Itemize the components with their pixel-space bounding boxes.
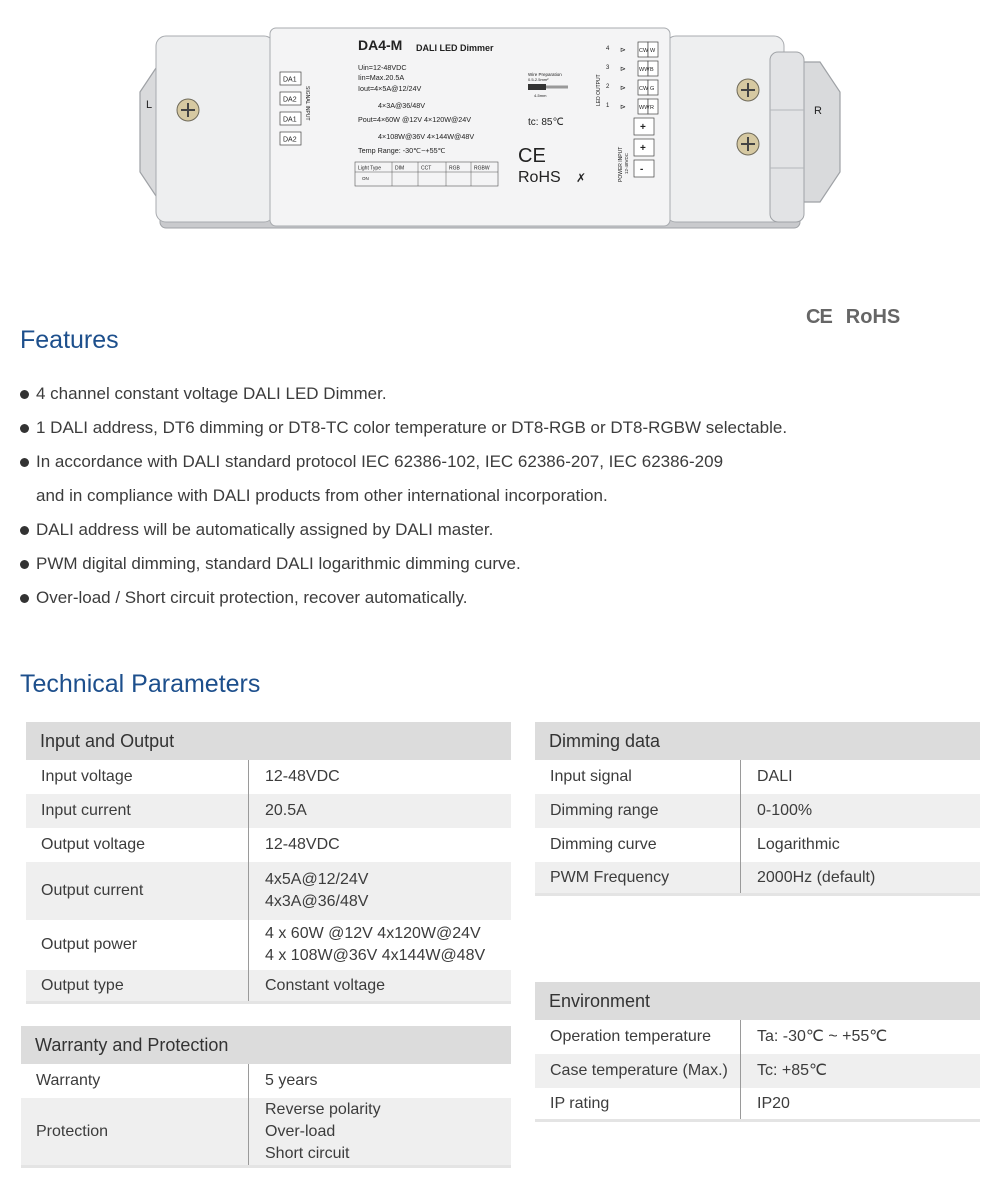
channel-color-label: B [650, 67, 654, 73]
table-row [26, 828, 511, 862]
channel-color-label: G [650, 86, 655, 92]
parameter-value-line: Over-load [265, 1122, 336, 1140]
device-model-label: DA4-M [358, 37, 403, 53]
screw-right-top-icon [737, 79, 759, 101]
table-row [26, 794, 511, 828]
certification-marks [806, 302, 900, 332]
power-input-label: POWER INPUT [618, 146, 624, 182]
feature-item [20, 582, 980, 614]
parameter-value [249, 760, 340, 794]
product-image [130, 22, 850, 252]
wire-size-label: 0.5-2.5mm² [528, 77, 549, 82]
channel-number: 2 [606, 84, 610, 90]
feature-item [20, 412, 980, 444]
parameter-label: PWM Frequency [535, 862, 741, 893]
light-type-header: DIM [395, 165, 405, 172]
table-row [21, 1064, 511, 1098]
rohs-mark: RoHS [845, 305, 901, 328]
dimmer-device-illustration [130, 22, 850, 252]
power-terminal-sign: + [640, 122, 646, 133]
parameter-label: Dimming range [535, 794, 741, 828]
feature-text: 1 DALI address, DT6 dimming or DT8-TC color temperature or DT8-RGB or DT8-RGBW selectable. [36, 418, 788, 437]
parameter-label: Input current [26, 794, 249, 828]
parameter-label: Protection [21, 1098, 249, 1165]
parameter-value-line: Reverse polarity [265, 1100, 381, 1118]
dimming-data-table [535, 722, 980, 896]
channel-number: 1 [606, 103, 610, 109]
feature-item [20, 446, 980, 478]
device-spec-line: 4×3A@36/48V [378, 101, 426, 110]
channel-color-label: CW [639, 86, 649, 92]
table-row [26, 920, 511, 970]
parameter-value-line: 12-48VDC [265, 836, 340, 853]
table-row [535, 794, 980, 828]
parameter-value [249, 794, 307, 828]
table-row [535, 1020, 980, 1054]
led-symbol-icon: ⊳ [620, 85, 626, 92]
dip-switch-on-label: ON [362, 176, 369, 181]
device-spec-line: Iout=4×5A@12/24V [358, 84, 422, 93]
parameter-label: Dimming curve [535, 828, 741, 862]
feature-text: In accordance with DALI standard protocol IEC 62386-102, IEC 62386-207, IEC 62386-209 [36, 452, 724, 471]
parameter-value [741, 1020, 887, 1054]
parameter-label: Input signal [535, 760, 741, 794]
parameter-label: Output current [26, 862, 249, 920]
channel-color-label: W [650, 48, 656, 54]
table-header: Input and Output [26, 722, 511, 760]
parameter-label: Operation temperature [535, 1020, 741, 1054]
light-type-header: CCT [421, 165, 432, 172]
table-row [26, 970, 511, 1004]
parameter-value-line: 12-48VDC [265, 768, 340, 785]
wire-prep-label: Wire Preparation [528, 72, 562, 77]
device-spec-line: Pout=4×60W @12V 4×120W@24V [358, 115, 472, 124]
bullet-icon [20, 526, 29, 535]
bullet-icon [20, 458, 29, 467]
led-output-label: LED OUTPUT [596, 74, 602, 106]
parameter-value-line: Ta: -30℃ ~ +55℃ [757, 1028, 888, 1045]
bullet-icon [20, 560, 29, 569]
table-header: Environment [535, 982, 980, 1020]
parameter-value-line: IP20 [757, 1094, 790, 1112]
table-header: Dimming data [535, 722, 980, 760]
channel-color-label: CW [639, 48, 649, 54]
parameter-value [741, 1088, 790, 1119]
channel-color-label: WW [639, 67, 650, 73]
parameter-value-line: 0-100% [757, 802, 813, 819]
parameter-value-line: 5 years [265, 1072, 318, 1089]
parameter-value [249, 1098, 381, 1165]
device-rohs-mark: RoHS [518, 169, 561, 186]
signal-input-name: DA2 [283, 136, 297, 144]
table-row [535, 1088, 980, 1122]
table-row [535, 1054, 980, 1088]
device-ce-mark: CE [518, 145, 546, 167]
device-spec-line: Temp Range: -30℃~+55℃ [358, 146, 446, 155]
feature-text: and in compliance with DALI products from other international incorporation. [36, 486, 608, 505]
light-type-header: RGB [449, 165, 460, 172]
parameter-value [741, 760, 793, 794]
power-input-voltage: 12-48VDC [624, 152, 629, 174]
bullet-icon [20, 390, 29, 399]
parameter-label: Output voltage [26, 828, 249, 862]
parameter-value [741, 794, 812, 828]
table-row [26, 760, 511, 794]
signal-input-name: DA1 [283, 76, 297, 84]
left-mark: L [146, 99, 153, 111]
table-row [535, 862, 980, 896]
parameter-value-line: DALI [757, 768, 793, 785]
environment-table [535, 982, 980, 1122]
case-temp-label: tc: 85℃ [528, 117, 564, 128]
parameter-value [249, 920, 485, 970]
parameter-value-line: 2000Hz (default) [757, 868, 876, 886]
feature-item [20, 480, 980, 512]
svg-text:✗: ✗ [576, 171, 587, 185]
feature-text: DALI address will be automatically assigned by DALI master. [36, 520, 494, 539]
feature-text: 4 channel constant voltage DALI LED Dimmer. [36, 384, 387, 403]
device-spec-line: Uin=12-48VDC [358, 63, 407, 72]
parameter-value [249, 970, 385, 1001]
channel-color-label: R [650, 105, 654, 111]
parameter-value-line: 20.5A [265, 802, 307, 819]
led-symbol-icon: ⊳ [620, 66, 626, 73]
parameter-label: Input voltage [26, 760, 249, 794]
parameter-label: Warranty [21, 1064, 249, 1098]
parameter-value-line: Constant voltage [265, 976, 386, 994]
strip-length-label: 4-5mm [534, 93, 547, 98]
channel-number: 4 [606, 46, 610, 52]
table-row [535, 760, 980, 794]
input-output-table [26, 722, 511, 1004]
screw-right-bottom-icon [737, 133, 759, 155]
power-terminal-sign: + [640, 143, 646, 154]
feature-text: PWM digital dimming, standard DALI logarithmic dimming curve. [36, 554, 521, 573]
parameter-value [249, 1064, 317, 1098]
signal-input-name: DA2 [283, 96, 297, 104]
table-row [535, 828, 980, 862]
parameter-value [249, 862, 368, 920]
parameter-value-line: Logarithmic [757, 836, 840, 853]
parameter-value-line: 4x5A@12/24V [265, 871, 369, 888]
light-type-header: Light Type [358, 165, 381, 172]
parameter-value [249, 828, 340, 862]
parameter-value-line: 4 x 60W @12V 4x120W@24V [265, 925, 481, 942]
parameter-value [741, 828, 840, 862]
signal-input-label: SIGNAL INPUT [304, 86, 310, 121]
screw-left-icon [177, 99, 199, 121]
parameter-label: Output type [26, 970, 249, 1001]
parameter-label: Output power [26, 920, 249, 970]
led-symbol-icon: ⊳ [620, 104, 626, 111]
parameter-value-line: Short circuit [265, 1144, 350, 1162]
ce-mark: CE [806, 305, 832, 328]
signal-input-name: DA1 [283, 116, 297, 124]
power-terminal [634, 160, 654, 177]
feature-text: Over-load / Short circuit protection, recover automatically. [36, 588, 468, 607]
warranty-protection-table [21, 1026, 511, 1168]
features-title: Features [20, 326, 119, 354]
parameter-value [741, 862, 875, 893]
technical-parameters-title: Technical Parameters [20, 670, 261, 698]
table-header: Warranty and Protection [21, 1026, 511, 1064]
parameter-value-line: 4 x 108W@36V 4x144W@48V [265, 947, 486, 964]
feature-item [20, 378, 980, 410]
light-type-header: RGBW [474, 165, 490, 172]
channel-color-label: WW [639, 105, 650, 111]
bullet-icon [20, 594, 29, 603]
table-row [21, 1098, 511, 1168]
table-row [26, 862, 511, 920]
device-spec-line: Iin=Max.20.5A [358, 73, 405, 82]
feature-item [20, 548, 980, 580]
channel-number: 3 [606, 65, 610, 71]
right-mark: R [814, 105, 822, 117]
parameter-label: Case temperature (Max.) [535, 1054, 741, 1088]
features-list [20, 378, 980, 616]
bullet-icon [20, 424, 29, 433]
parameter-label: IP rating [535, 1088, 741, 1119]
device-subtitle-label: DALI LED Dimmer [416, 43, 494, 53]
power-terminal-sign: - [640, 164, 644, 175]
device-spec-line: 4×108W@36V 4×144W@48V [378, 132, 475, 141]
parameter-value-line: 4x3A@36/48V [265, 893, 369, 910]
led-symbol-icon: ⊳ [620, 47, 626, 54]
parameter-value-line: Tc: +85℃ [757, 1062, 827, 1079]
parameter-value [741, 1054, 827, 1088]
feature-item [20, 514, 980, 546]
